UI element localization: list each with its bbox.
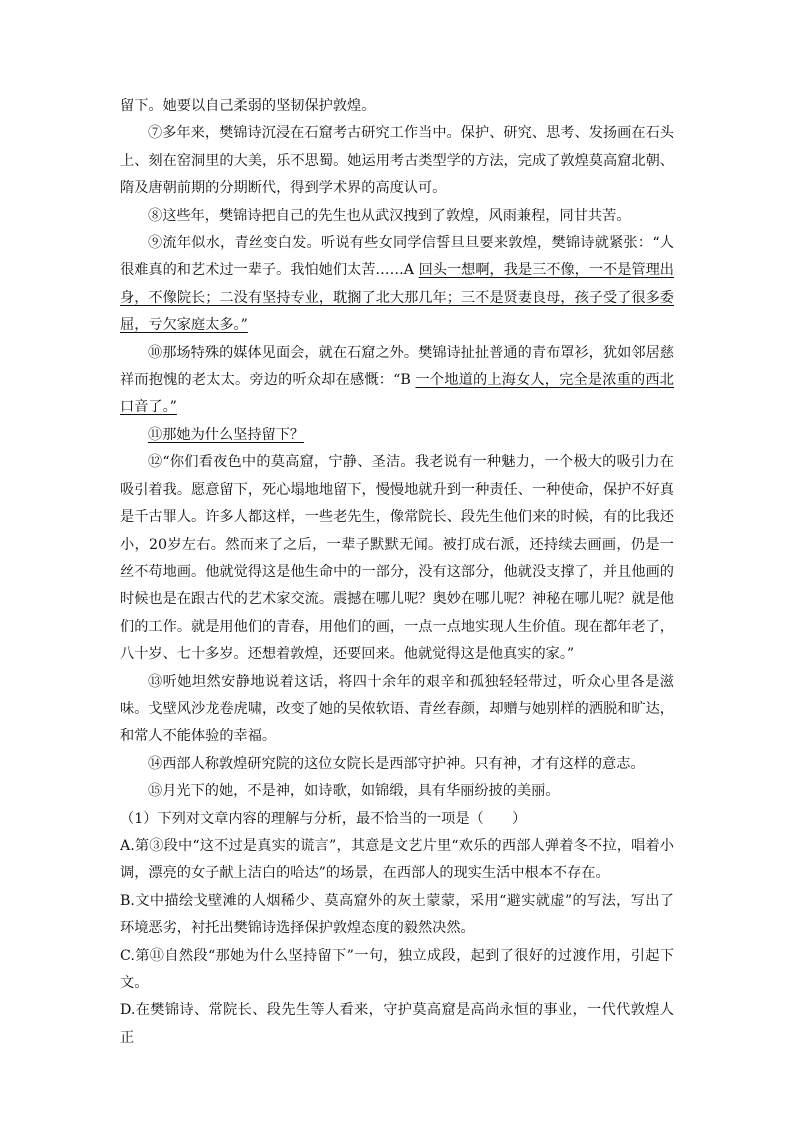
question-stem: （1）下列对文章内容的理解与分析，最不恰当的一项是（ ） [120,810,527,827]
option-d: D.在樊锦诗、常院长、段先生等人看来，守护莫高窟是高尚永恒的事业，一代代敦煌人正 [120,1002,674,1046]
paragraph-6-tail: 留下。她要以自己柔弱的坚韧保护敦煌。 [120,98,376,114]
paragraph-14: ⑭西部人称敦煌研究院的这位女院长是西部守护神。只有神，才有这样的意志。 [148,755,645,772]
paragraph-7: ⑦多年来，樊锦诗沉浸在石窟考古研究工作当中。保护、研究、思考、发扬画在石头上、刻在窑洞里的大美，乐不思蜀。她运用考古类型学的方法，完成了敦煌莫高窟北朝、隋及唐朝前期的分期断代，得到学术界的高度认可。 [120,125,674,197]
option-c: C.第⑪自然段“那她为什么坚持留下”一句，独立成段，起到了很好的过渡作用，引起下文。 [120,947,674,991]
paragraph-10 [120,340,674,422]
underlined-sentence-b: 一个地道的上海女人，完全是浓重的西北口音了。” [120,372,674,416]
paragraph-9 [120,230,674,340]
paragraph-15: ⑮月光下的她，不是神，如诗歌，如锦缎，具有华丽纷披的美丽。 [148,783,560,800]
paragraph-11-text: ⑪那她为什么坚持留下？ [148,426,305,443]
option-b: B.文中描绘戈壁滩的人烟稀少、莫高窟外的灰土蒙蒙，采用“避实就虚”的写法，写出了环境恶劣，衬托出樊锦诗选择保护敦煌态度的毅然决然。 [120,892,674,937]
paragraph-8: ⑧这些年，樊锦诗把自己的先生也从武汉拽到了敦煌，风雨兼程，同甘共苦。 [148,207,631,224]
paragraph-12: ⑫“你们看夜色中的莫高窟，宁静、圣洁。我老说有一种魅力，一个极大的吸引力在吸引着我。愿意留下，死心塌地地留下，慢慢地就升到一种责任、一种使命，保护不好真是千古罪人。许多人都这样，一些老先生，像常院长、段先生他们来的时候，有的比我还小，20岁左右。然而来了之后，一辈子默默无闻。被打成右派，还持续去画画，仍是一丝不苟地画。他就觉得这是他生命中的一部分，没有这部分，他就没支撑了，并且他画的时候也是在跟古代的艺术家交流。震撼在哪儿呢？奥妙在哪儿呢？神秘在哪儿呢？就是他们的工作。就是用他们的青春，用他们的画，一点一点地实现人生价值。现在都年老了，八十岁、七十多岁。还想着敦煌，还要回来。他就觉得这是他真实的家。” [120,454,674,663]
paragraph-11 [120,422,674,449]
option-a: A.第③段中“这不过是真实的谎言”，其意是文艺片里“欢乐的西部人弹着冬不拉，唱着小调，漂亮的女子献上洁白的哈达”的场景，在西部人的现实生活中根本不存在。 [120,837,674,882]
paragraph-10-text: ⑩那场特殊的媒体见面会，就在石窟之外。樊锦诗扯扯普通的青布罩衫，犹如邻居慈祥而抱愧的老太太。旁边的听众却在感慨：“B [120,344,674,389]
underlined-sentence-a: 回头一想啊，我是三不像，一不是管理出身，不像院长；二没有坚持专业，耽搁了北大那几年；三不是贤妻良母，孩子受了很多委屈，亏欠家庭太多。” [120,262,674,334]
paragraph-13: ⑬听她坦然安静地说着这话，将四十余年的艰辛和孤独轻轻带过，听众心里各是滋味。戈壁风沙龙卷虎啸，改变了她的吴侬软语、青丝春颜，却赠与她别样的洒脱和旷达，和常人不能体验的幸福。 [120,673,674,745]
paragraph-9-text: ⑨流年似水，青丝变白发。听说有些女同学信誓旦旦要来敦煌，樊锦诗就紧张：“人很难真的和艺术过一辈子。我怕她们太苦……A [120,235,674,279]
